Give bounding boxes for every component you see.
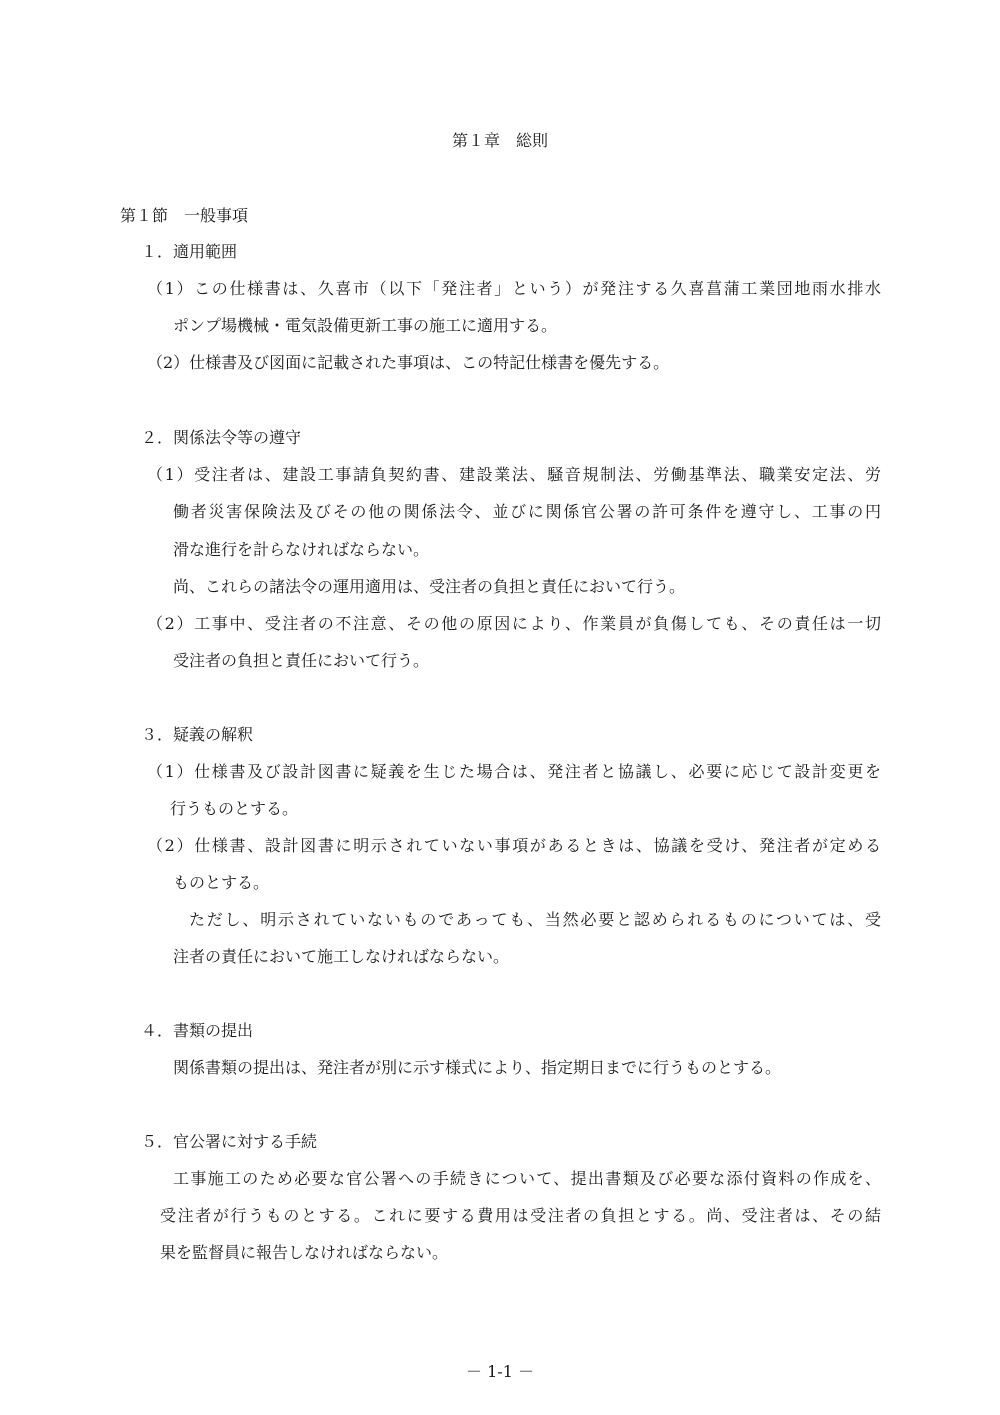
item-heading-interpretation: ３．疑義の解釈 (141, 725, 254, 744)
paragraph-line: （2）工事中、受注者の不注意、その他の原因により、作業員が負傷しても、その責任は一切 (147, 614, 881, 633)
paragraph-line: 尚、これらの諸法令の運用適用は、受注者の負担と責任において行う。 (173, 577, 686, 596)
paragraph-line: （1）仕様書及び設計図書に疑義を生じた場合は、発注者と協議し、必要に応じて設計変更を (147, 762, 881, 781)
paragraph-line: 受注者の負担と責任において行う。 (173, 651, 430, 670)
paragraph-line: 工事施工のため必要な官公署への手続きについて、提出書類及び必要な添付資料の作成を、 (173, 1169, 881, 1188)
paragraph-line: 受注者が行うものとする。これに要する費用は受注者の負担とする。尚、受注者は、その結 (160, 1206, 881, 1225)
page-number: － 1-1 － (466, 1362, 534, 1381)
paragraph-line: 関係書類の提出は、発注者が別に示す様式により、指定期日までに行うものとする。 (173, 1058, 782, 1077)
paragraph-line: 注者の責任において施工しなければならない。 (173, 947, 510, 966)
item-heading-laws: ２．関係法令等の遵守 (141, 428, 302, 447)
paragraph-line: （1）この仕様書は、久喜市（以下「発注者」という）が発注する久喜菖蒲工業団地雨水排水 (147, 279, 881, 298)
paragraph-line: （2）仕様書、設計図書に明示されていない事項があるときは、協議を受け、発注者が定める (147, 836, 881, 855)
item-heading-documents: ４．書類の提出 (141, 1021, 254, 1040)
paragraph-line: ただし、明示されていないものであっても、当然必要と認められるものについては、受 (189, 910, 881, 929)
item-heading-scope: １．適用範囲 (141, 242, 238, 261)
paragraph-line: （1）受注者は、建設工事請負契約書、建設業法、騒音規制法、労働基準法、職業安定法、労 (147, 465, 881, 484)
paragraph-line: 果を監督員に報告しなければならない。 (160, 1243, 449, 1262)
paragraph-line: （2）仕様書及び図面に記載された事項は、この特記仕様書を優先する。 (147, 353, 670, 372)
paragraph-line: 滑な進行を計らなければならない。 (173, 540, 430, 559)
section-title: 第１節 一般事項 (120, 206, 249, 225)
paragraph-line: ものとする。 (173, 873, 270, 892)
chapter-title: 第１章 総則 (451, 131, 548, 150)
paragraph-line: 働者災害保険法及びその他の関係法令、並びに関係官公署の許可条件を遵守し、工事の円 (173, 502, 881, 521)
paragraph-line: ポンプ場機械・電気設備更新工事の施工に適用する。 (173, 316, 558, 335)
item-heading-procedures: ５．官公署に対する手続 (141, 1132, 318, 1151)
paragraph-line: 行うものとする。 (170, 799, 299, 818)
